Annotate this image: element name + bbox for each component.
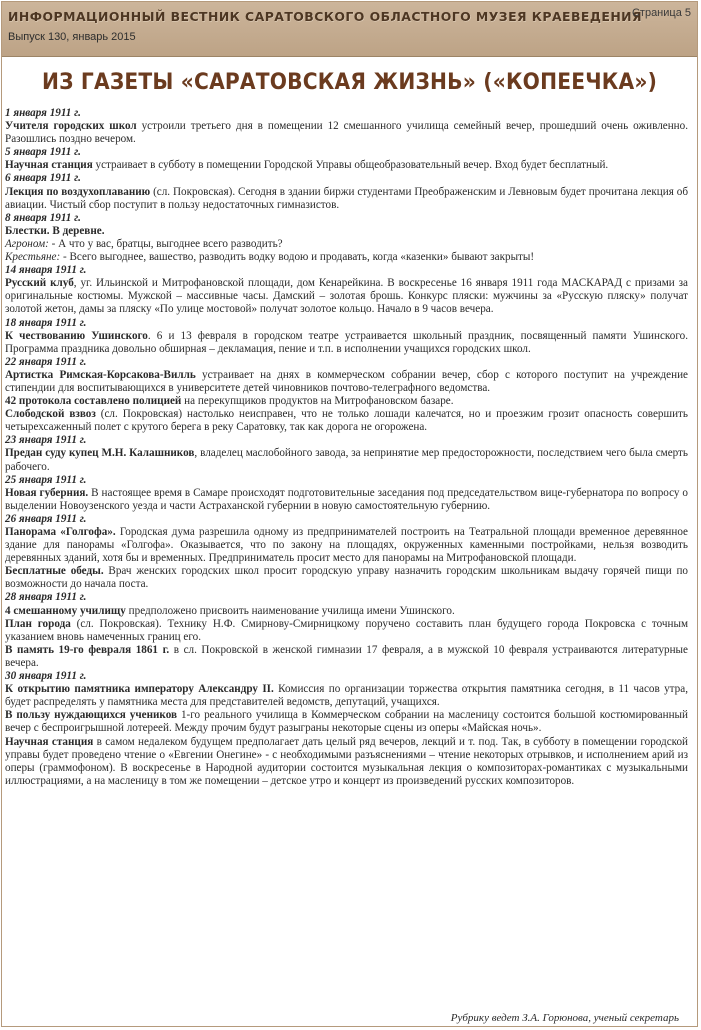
news-item — [5, 120, 688, 146]
news-item-text: предположено присвоить наименование училища имени Ушинского. — [125, 604, 455, 617]
newsletter-header — [2, 2, 697, 57]
news-item — [5, 369, 688, 395]
news-item-text: 1-го реального училища в Коммерческом собрании на масленицу состоится большой костюмированный вечер с беспроигрышной лотереей. Между прочим будут разыграны некоторые сцены из оперы «Майская ночь». — [5, 709, 688, 735]
news-item-heading: В пользу нуждающихся учеников — [5, 709, 178, 722]
news-date: 22 января 1911 г. — [5, 355, 87, 368]
news-item — [5, 736, 688, 788]
news-item — [5, 225, 688, 238]
news-date: 18 января 1911 г. — [5, 316, 87, 329]
news-item-heading: Бесплатные обеды. — [5, 565, 104, 578]
news-date: 23 января 1911 г. — [5, 434, 87, 447]
news-item-text: , владелец маслобойного завода, за непринятие мер предосторожности, последствием чего была смерть рабочего. — [5, 447, 689, 473]
news-item-text: Комиссия по организации торжества открытия памятника сегодня, в 11 часов утра, будет распределять у памятника места для представителей ведомств, депутаций, учащихся. — [5, 683, 688, 709]
news-date: 26 января 1911 г. — [5, 512, 87, 525]
news-date: 5 января 1911 г. — [5, 146, 81, 159]
news-item-text: на перекупщиков продуктов на Митрофановском базаре. — [181, 395, 454, 408]
news-item-heading: План города — [5, 617, 71, 630]
news-item-heading: 4 смешанному училищу — [5, 604, 126, 617]
news-item-text: Врач женских городских школ просит городскую управу назначить городским школьникам выдачу горячей пищи по возможности до начала поста. — [5, 565, 689, 591]
dialog-speaker: Крестьяне: — [5, 251, 61, 264]
news-item-text: . 6 и 13 февраля в городском театре устраивается школьный праздник, посвященный памяти Ушинского. Программа праздника довольно обширная – декламация, пение и т.п. в исполнении учащихся городских школ. — [5, 329, 688, 355]
dialog-text: - А что у вас, братцы, выгоднее всего разводить? — [48, 237, 283, 250]
news-item-text: устроили третьего дня в помещении 12 смешанного училища семейный вечер, прошедший очень оживленно. Разошлись поздно вечером. — [5, 120, 688, 146]
news-item — [5, 447, 688, 473]
news-item — [5, 408, 688, 434]
news-item-heading: Предан суду купец М.Н. Калашников — [5, 447, 195, 460]
news-item-text: (сл. Покровская) настолько неисправен, что не только лошади калечатся, но и проезжим грозит опасность совершить четырехсаженный полет с крутого берега в реку Саратовку, так как дорога не огорожена. — [5, 408, 688, 434]
news-date: 28 января 1911 г. — [5, 591, 87, 604]
news-item-heading: Научная станция — [5, 159, 93, 172]
news-item-heading: К чествованию Ушинского — [5, 329, 148, 342]
news-item — [5, 277, 688, 316]
news-item-text: (сл. Покровская). Технику Н.Ф. Смирнову-Смирницкому поручено составить план будущего города Покровска с точным указанием вновь намеченных границ его. — [5, 617, 688, 643]
article-title: ИЗ ГАЗЕТЫ «САРАТОВСКАЯ ЖИЗНЬ» («КОПЕЕЧКА») — [41, 70, 658, 95]
news-item-text: в самом недалеком будущем предполагает дать целый ряд вечеров, лекций и т. под. Так, в субботу в помещении городской управы будет проведено чтение о «Евгении Онегине» - с необходимыми разъяснениями – чтение некоторых отрывков, и исполнением арий из оперы (граммофоном). В воскресенье в Народной аудитории состоится музыкальная лекция о композиторах-романтиках с музыкальными иллюстрациями, а на масленицу в том же помещении – детское утро и концерт из произведений русских композиторов. — [5, 735, 689, 787]
news-item — [5, 618, 688, 644]
article-body — [5, 107, 688, 788]
news-item — [5, 709, 688, 735]
news-date: 8 января 1911 г. — [5, 211, 81, 224]
dialog-text: - Всего выгоднее, вашество, разводить водку водою и продавать, когда «казенки» бывают закрыты! — [60, 251, 535, 264]
news-item-heading: Слободской взвоз — [5, 408, 96, 421]
news-item-heading: Новая губерния. — [5, 486, 89, 499]
news-item — [5, 605, 688, 618]
news-item-text: (сл. Покровская). Сегодня в здании биржи студентами Преображенским и Левновым будет прочитана лекция об авиации. Чистый сбор поступит в пользу недостаточных гимназистов. — [5, 185, 688, 211]
news-item — [5, 395, 688, 408]
news-item — [5, 159, 688, 172]
news-item — [5, 565, 688, 591]
news-item-text: в сл. Покровской в женской гимназии 17 февраля, а в мужской 10 февраля устраиваются литературные вечера. — [5, 643, 688, 669]
masthead: ИНФОРМАЦИОННЫЙ ВЕСТНИК САРАТОВСКОГО ОБЛАСТНОГО МУЗЕЯ КРАЕВЕДЕНИЯ — [8, 9, 643, 24]
news-item-heading: В память 19-го февраля 1861 г. — [5, 643, 170, 656]
news-item — [5, 644, 688, 670]
news-item-text: устраивает на днях в коммерческом собрании вечер, сбор с которого поступит на учреждение стипендии для воспитывающихся в университете детей чиновников почтово-телеграфного ведомства. — [5, 368, 688, 394]
news-date: 6 января 1911 г. — [5, 172, 81, 185]
news-item-text: , уг. Ильинской и Митрофановской площади, дом Кенарейкина. В воскресенье 16 января 1911 года МАСКАРАД с призами за оригинальные костюмы. Мужской – массивные часы. Дамский – золотая брошь. Конкурс пляски: мужчины за «Русскую пляску» получат золотой жетон, дамы за пляску «По улице мостовой» получат золотое кольцо. Начало в 9 часов вечера. — [5, 277, 688, 316]
dialog-speaker: Агроном: — [5, 237, 49, 250]
news-item — [5, 330, 688, 356]
news-date: 30 января 1911 г. — [5, 670, 87, 683]
news-item — [5, 186, 688, 212]
news-item-text: В настоящее время в Самаре происходят подготовительные заседания под председательством вице-губернатора по вопросу о выделении Новоузенского уезда и части Астраханской губернии в новую самостоятельную губернию. — [5, 486, 688, 512]
signature: Рубрику ведет З.А. Горюнова, ученый секретарь — [450, 1012, 679, 1024]
news-item-heading: Лекция по воздухоплаванию — [5, 185, 151, 198]
news-date: 14 января 1911 г. — [5, 264, 87, 277]
news-item-text: устраивает в субботу в помещении Городской Управы общеобразовательный вечер. Вход будет бесплатный. — [92, 159, 609, 172]
news-item — [5, 526, 688, 565]
news-item-heading: Учителя городских школ — [5, 120, 137, 133]
news-item-heading: К открытию памятника императору Александру II. — [5, 683, 274, 696]
issue-info: Выпуск 130, январь 2015 — [8, 31, 136, 43]
dialog-line — [5, 238, 688, 251]
news-date: 1 января 1911 г. — [5, 107, 81, 119]
news-item-heading: Артистка Римская-Корсакова-Вилль — [5, 368, 196, 381]
news-item — [5, 683, 688, 709]
dialog-line — [5, 251, 688, 264]
page-number: Страница 5 — [631, 7, 691, 19]
news-item — [5, 487, 688, 513]
news-item-text: Городская дума разрешила одному из предпринимателей построить на Театральной площади временное деревянное здание для панорамы «Голгофа». Оказывается, что по закону на площадях, окруженных каменными постройками, нельзя возводить деревянных зданий, хотя бы и временных. Предприниматель просит место для панорамы на Митрофановской площади. — [5, 526, 688, 565]
news-item-heading: Блестки. В деревне. — [5, 224, 105, 237]
news-item-heading: Панорама «Голгофа». — [5, 526, 116, 538]
news-item-heading: Научная станция — [5, 735, 94, 748]
news-date: 25 января 1911 г. — [5, 473, 87, 486]
news-item-heading: Русский клуб — [5, 277, 74, 290]
news-item-heading: 42 протокола составлено полицией — [5, 395, 182, 408]
